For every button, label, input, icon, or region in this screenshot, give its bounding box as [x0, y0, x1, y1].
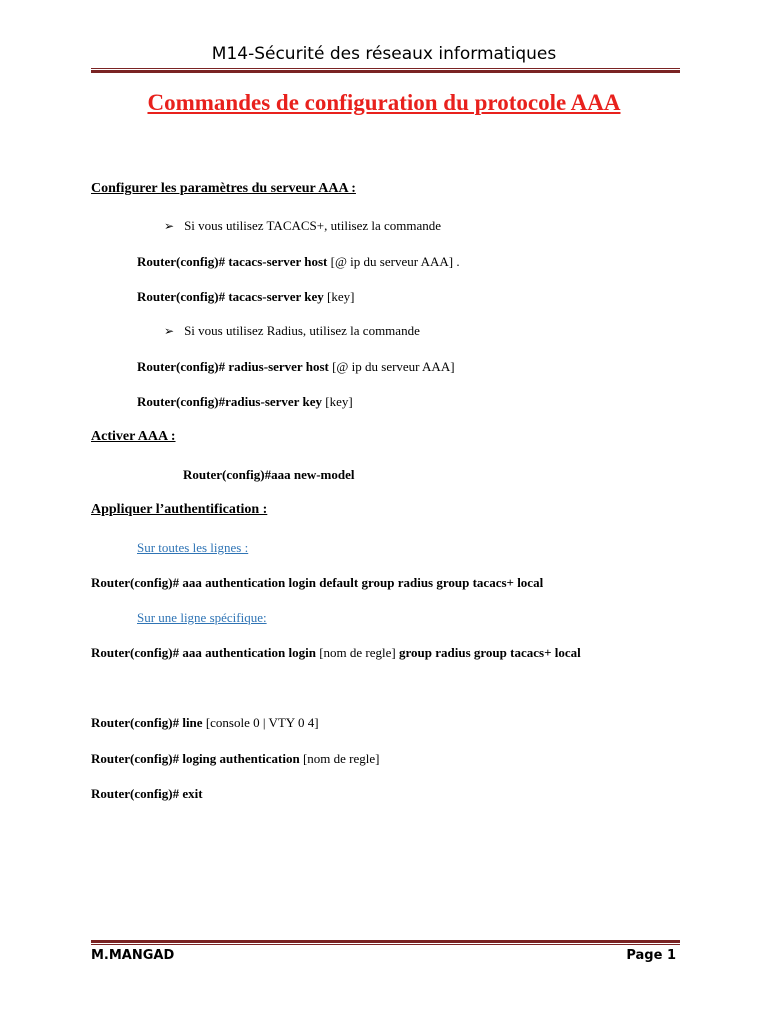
- section-heading-server-params: Configurer les paramètres du serveur AAA :: [91, 181, 356, 196]
- subheading-all-lines: Sur toutes les lignes :: [137, 540, 249, 555]
- footer-rule-thin: [91, 944, 680, 945]
- bullet-tacacs: [164, 218, 441, 234]
- command-keyword: Router(config)# loging authentication: [91, 751, 303, 766]
- command-keyword: Router(config)# aaa authentication login: [91, 645, 320, 660]
- footer-rule-thick: [91, 940, 680, 943]
- command-arg: [@ ip du serveur AAA] .: [330, 254, 460, 269]
- command-aaa-new-model: Router(config)#aaa new-model: [183, 467, 355, 482]
- command-auth-default: Router(config)# aaa authentication login default group radius group tacacs+ local: [91, 575, 544, 590]
- document-header: M14-Sécurité des réseaux informatiques: [211, 44, 557, 64]
- page-title: Commandes de configuration du protocole AAA: [147, 90, 621, 115]
- command-arg: [nom de regle]: [302, 751, 380, 766]
- footer-page-number: Page 1: [626, 948, 676, 963]
- command-arg: [console 0 | VTY 0 4]: [205, 715, 319, 730]
- command-tacacs-key: [137, 289, 354, 305]
- command-arg: [key]: [327, 289, 355, 304]
- bullet-radius: [164, 323, 420, 339]
- command-radius-host: [137, 359, 455, 375]
- command-keyword: Router(config)#radius-server key: [137, 394, 326, 409]
- command-arg: [nom de regle]: [319, 645, 396, 660]
- section-heading-activate-aaa: Activer AAA :: [91, 429, 176, 444]
- command-tacacs-host: [137, 254, 460, 270]
- bullet-text: Si vous utilisez Radius, utilisez la commande: [184, 323, 420, 338]
- command-auth-named: [91, 645, 581, 661]
- section-heading-authentication: Appliquer l’authentification :: [91, 502, 268, 517]
- bullet-text: Si vous utilisez TACACS+, utilisez la commande: [184, 218, 442, 233]
- command-keyword: group radius group tacacs+ local: [395, 645, 581, 660]
- command-arg: [key]: [325, 394, 353, 409]
- arrow-bullet-icon: ➢: [164, 324, 175, 338]
- command-keyword: Router(config)# tacacs-server key: [137, 289, 327, 304]
- subheading-specific-line: Sur une ligne spécifique:: [137, 610, 267, 625]
- command-loging-authentication: [91, 751, 380, 767]
- command-arg: [@ ip du serveur AAA]: [332, 359, 455, 374]
- arrow-bullet-icon: ➢: [164, 219, 175, 233]
- command-keyword: Router(config)# line: [91, 715, 206, 730]
- command-line: [91, 715, 319, 731]
- header-rule-thick: [91, 70, 680, 73]
- header-rule-thin: [91, 68, 680, 69]
- command-keyword: Router(config)# tacacs-server host: [137, 254, 331, 269]
- command-radius-key: [137, 394, 353, 410]
- footer-author: M.MANGAD: [91, 948, 175, 963]
- command-exit: Router(config)# exit: [91, 786, 203, 801]
- command-keyword: Router(config)# radius-server host: [137, 359, 333, 374]
